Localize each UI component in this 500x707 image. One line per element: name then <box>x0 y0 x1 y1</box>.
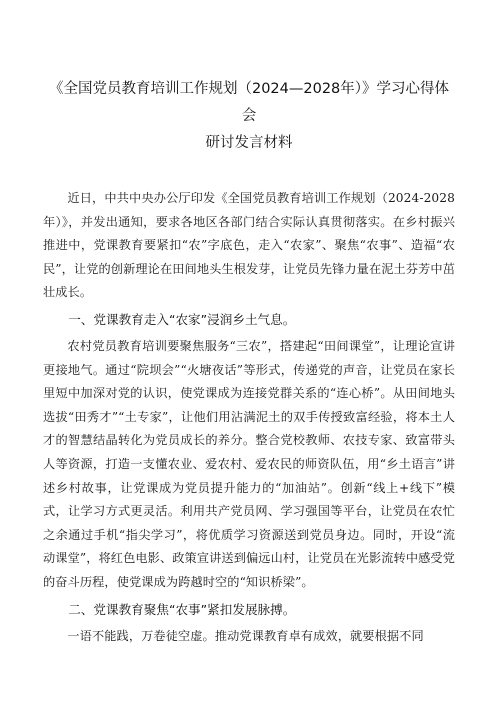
section-2-heading: 二、党课教育聚焦“农事”紧扣发展脉搏。 <box>68 601 296 617</box>
title-line-1: 《全国党员教育培训工作规划（2024—2028年）》学习心得体会 <box>48 81 450 124</box>
intro-paragraph: 近日，中共中央办公厅印发《全国党员教育培训工作规划（2024-2028年）》，并发出通知，要求各地区各部门结合实际认真贯彻落实。在乡村振兴推进中，党课教育要紧扣“农”字底色，走入“农家”、聚焦“农事”、造福“农民”，让党的创新理论在田间地头生根发芽，让党员先锋力量在泥土芬芳中茁壮成长。 <box>43 191 455 300</box>
title-line-2: 研讨发言材料 <box>205 135 293 151</box>
section-1-paragraph: 农村党员教育培训要聚焦服务“三农”，搭建起“田间课堂”，让理论宣讲更接地气。通过“院坝会”“火塘夜话”等形式，传递党的声音，让党员在家长里短中加深对党的认识，使党课成为连接党群关系的“连心桥”。从田间地头选拔“田秀才”“土专家”，让他们用沾满泥土的双手传授致富经验，将本土人才的智慧结晶转化为党员成长的养分。整合党校教师、农技专家、致富带头人等资源，打造一支懂农业、爱农村、爱农民的师资队伍，用“乡土语言”讲述乡村故事，让党课成为党员提升能力的“加油站”。创新“线上+线下”模式，让学习方式更灵活。利用共产党员网、学习强国等平台，让党员在农忙之余通过手机“指尖学习”，将优质学习资源送到党员身边。同时，开设“流动课堂”，将红色电影、政策宣讲送到偏远山村，让党员在光影流转中感受党的奋斗历程，使党课成为跨越时空的“知识桥梁”。 <box>43 338 455 589</box>
section-2-paragraph: 一语不能践，万卷徒空虚。推动党课教育卓有成效，就要根据不同 <box>67 628 424 643</box>
section-1-heading: 一、党课教育走入“农家”浸润乡土气息。 <box>68 311 296 327</box>
document-title <box>43 76 455 157</box>
